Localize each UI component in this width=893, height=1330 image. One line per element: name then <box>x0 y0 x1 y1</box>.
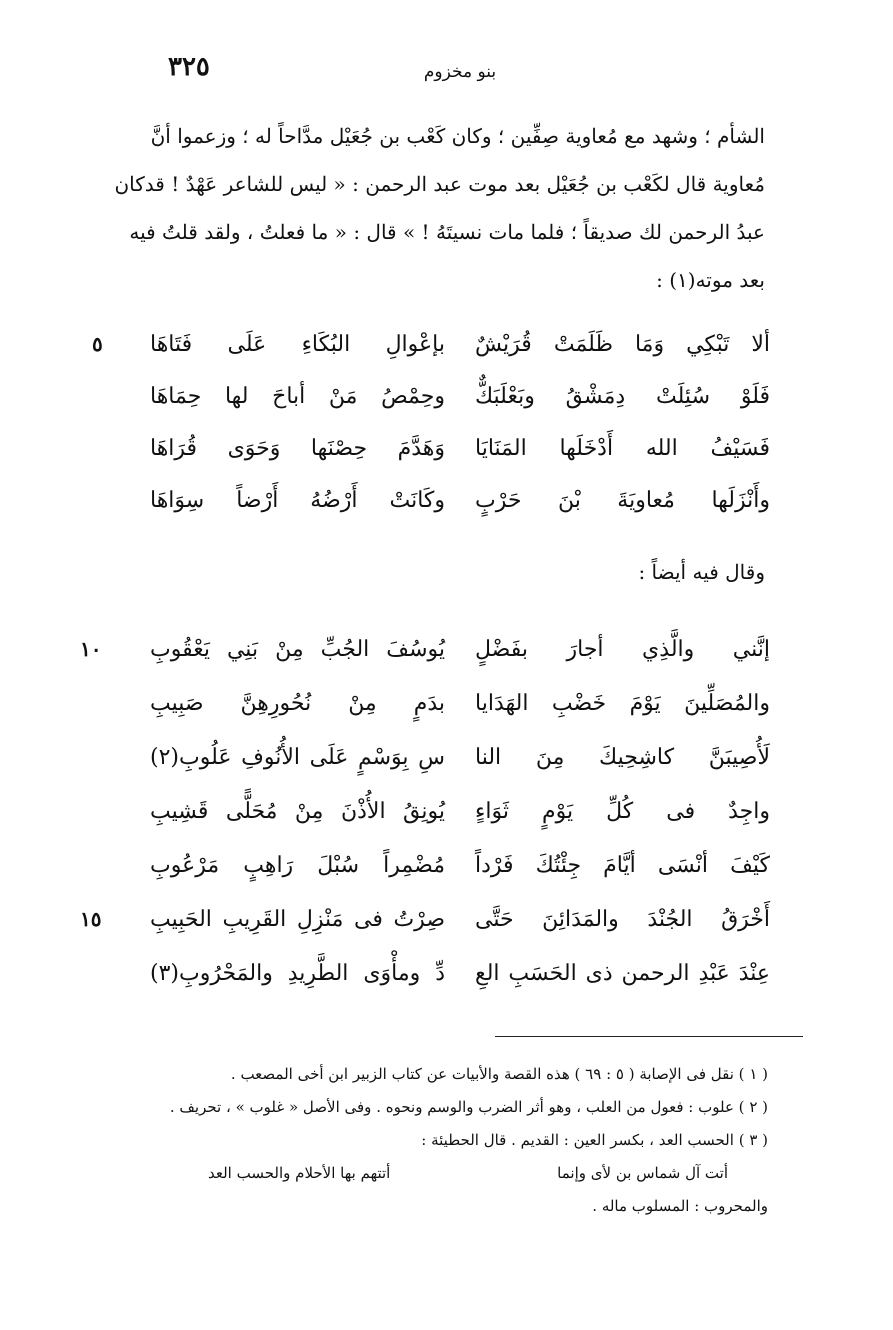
hemistich-second: سِ بِوَسْمٍ عَلَى الأُنُوفِ عَلُوبِ(٢) <box>150 744 445 770</box>
hemistich-first: لَأُصِيبَنَّ كاشِحِيكَ مِنَ النا <box>475 744 770 770</box>
hemistich-first: فَلَوْ سُئِلَتْ دِمَشْقُ وبَعْلَبَكٌّ <box>475 383 770 409</box>
verse <box>150 784 770 838</box>
verse <box>150 946 770 1000</box>
poem-2 <box>150 622 770 1000</box>
hemistich-first: وأَنْزَلَها مُعاويَةَ بْنَ حَرْبٍ <box>475 487 770 513</box>
verse <box>150 474 770 526</box>
hemistich-first: والمُصَلِّينَ يَوْمَ خَضْبِ الهَدَايا <box>475 690 770 716</box>
hemistich-second: دِّ ومأْوَى الطَّرِيدِ والمَحْرُوبِ(٣) <box>150 960 445 986</box>
line-number: ١٠ <box>80 637 102 661</box>
footnotes <box>128 1058 768 1223</box>
verse <box>150 622 770 676</box>
hemistich-first: أَخْرَقُ الجُنْدَ والمَدَائِنَ حَتَّى <box>475 906 770 932</box>
verse <box>150 676 770 730</box>
line-number: ١٥ <box>80 907 102 931</box>
prose-line: مُعاوية قال لكَعْب بن جُعَيْل بعد موت عبد الرحمن : « ليس للشاعر عَهْدٌ ! قدكان <box>114 172 765 196</box>
page-number: ٣٢٥ <box>168 52 210 82</box>
poem-intro: وقال فيه أيضاً : <box>638 560 765 584</box>
prose-paragraph <box>114 112 765 304</box>
line-number: ٥ <box>92 332 103 356</box>
hemistich-first: إنَّني والَّذِي أجارَ بفَضْلٍ <box>475 636 770 662</box>
hemistich-first: ألا تَبْكِي وَمَا ظَلَمَتْ قُرَيْشٌ <box>475 331 770 357</box>
running-header: بنو مخزوم <box>423 62 497 82</box>
hemistich-second: وحِمْصُ مَنْ أباحَ لها حِمَاهَا <box>150 383 445 409</box>
hemistich-second: وكَانَتْ أَرْضُهُ أَرْضاً سِوَاهَا <box>150 487 445 513</box>
hemistich-first: واجِدٌ فى كُلِّ يَوْمٍ ثَوَاءٍ <box>475 798 770 824</box>
footnote-3: ( ٣ ) الحسب العد ، بكسر العين : القديم . قال الحطيئة : <box>421 1131 768 1149</box>
verse <box>150 838 770 892</box>
verse <box>150 422 770 474</box>
hemistich-first: فَسَيْفُ الله أَدْخَلَها المَنَايَا <box>475 435 770 461</box>
verse <box>150 318 770 370</box>
verse <box>150 892 770 946</box>
hemistich-second: وَهَدَّمَ حِصْنَها وَحَوَى قُرَاهَا <box>150 435 445 461</box>
hemistich-second: مُضْمِراً سُبْلَ رَاهِبٍ مَرْعُوبِ <box>150 852 445 878</box>
footnote-rule <box>495 1036 803 1037</box>
footnote-3-end: والمحروب : المسلوب ماله . <box>592 1197 768 1215</box>
footnote-2: ( ٢ ) علوب : فعول من العلب ، وهو أثر الضرب والوسم ونحوه . وفى الأصل « غلوب » ، تحريف . <box>169 1098 768 1116</box>
footnote-verse-first: أتت آل شماس بن لأى وإنما <box>557 1164 728 1182</box>
footnote-1: ( ١ ) نقل فى الإصابة ( ٥ : ٦٩ ) هذه القصة والأبيات عن كتاب الزبير ابن أخى المصعب . <box>230 1065 768 1083</box>
prose-line: عبدُ الرحمن لك صديقاً ؛ فلما مات نسيتَهُ ! » قال : « ما فعلتُ ، ولقد قلتُ فيه <box>129 220 765 244</box>
hemistich-second: بدَمٍ مِنْ نُحُورِهِنَّ صَبِيبِ <box>150 690 445 716</box>
hemistich-second: يُوسُفَ الجُبِّ مِنْ بَنِي يَعْقُوبِ <box>150 636 445 662</box>
hemistich-second: يُونِقُ الأُذْنَ مِنْ مُحَلًّى قَشِيبِ <box>150 798 445 824</box>
poem-1 <box>150 318 770 526</box>
hemistich-second: بإعْوالِ البُكَاءِ عَلَى فَتَاهَا <box>150 331 445 357</box>
hemistich-second: صِرْتُ فى مَنْزِلِ القَرِيبِ الحَبِيبِ <box>150 906 445 932</box>
prose-line: بعد موته(١) : <box>656 268 765 292</box>
prose-line: الشأم ؛ وشهد مع مُعاوية صِفِّين ؛ وكان كَعْب بن جُعَيْل مدَّاحاً له ؛ وزعموا أنَّ <box>150 124 765 148</box>
hemistich-first: كَيْفَ أنْسَى أيَّامَ جِئْتُكَ فَرْداً <box>475 852 770 878</box>
footnote-verse-second: أتتهم بها الأحلام والحسب العد <box>208 1164 391 1182</box>
hemistich-first: عِنْدَ عَبْدِ الرحمن ذى الحَسَبِ العِ <box>475 960 770 986</box>
verse <box>150 370 770 422</box>
footnote-verse <box>208 1157 728 1190</box>
verse <box>150 730 770 784</box>
